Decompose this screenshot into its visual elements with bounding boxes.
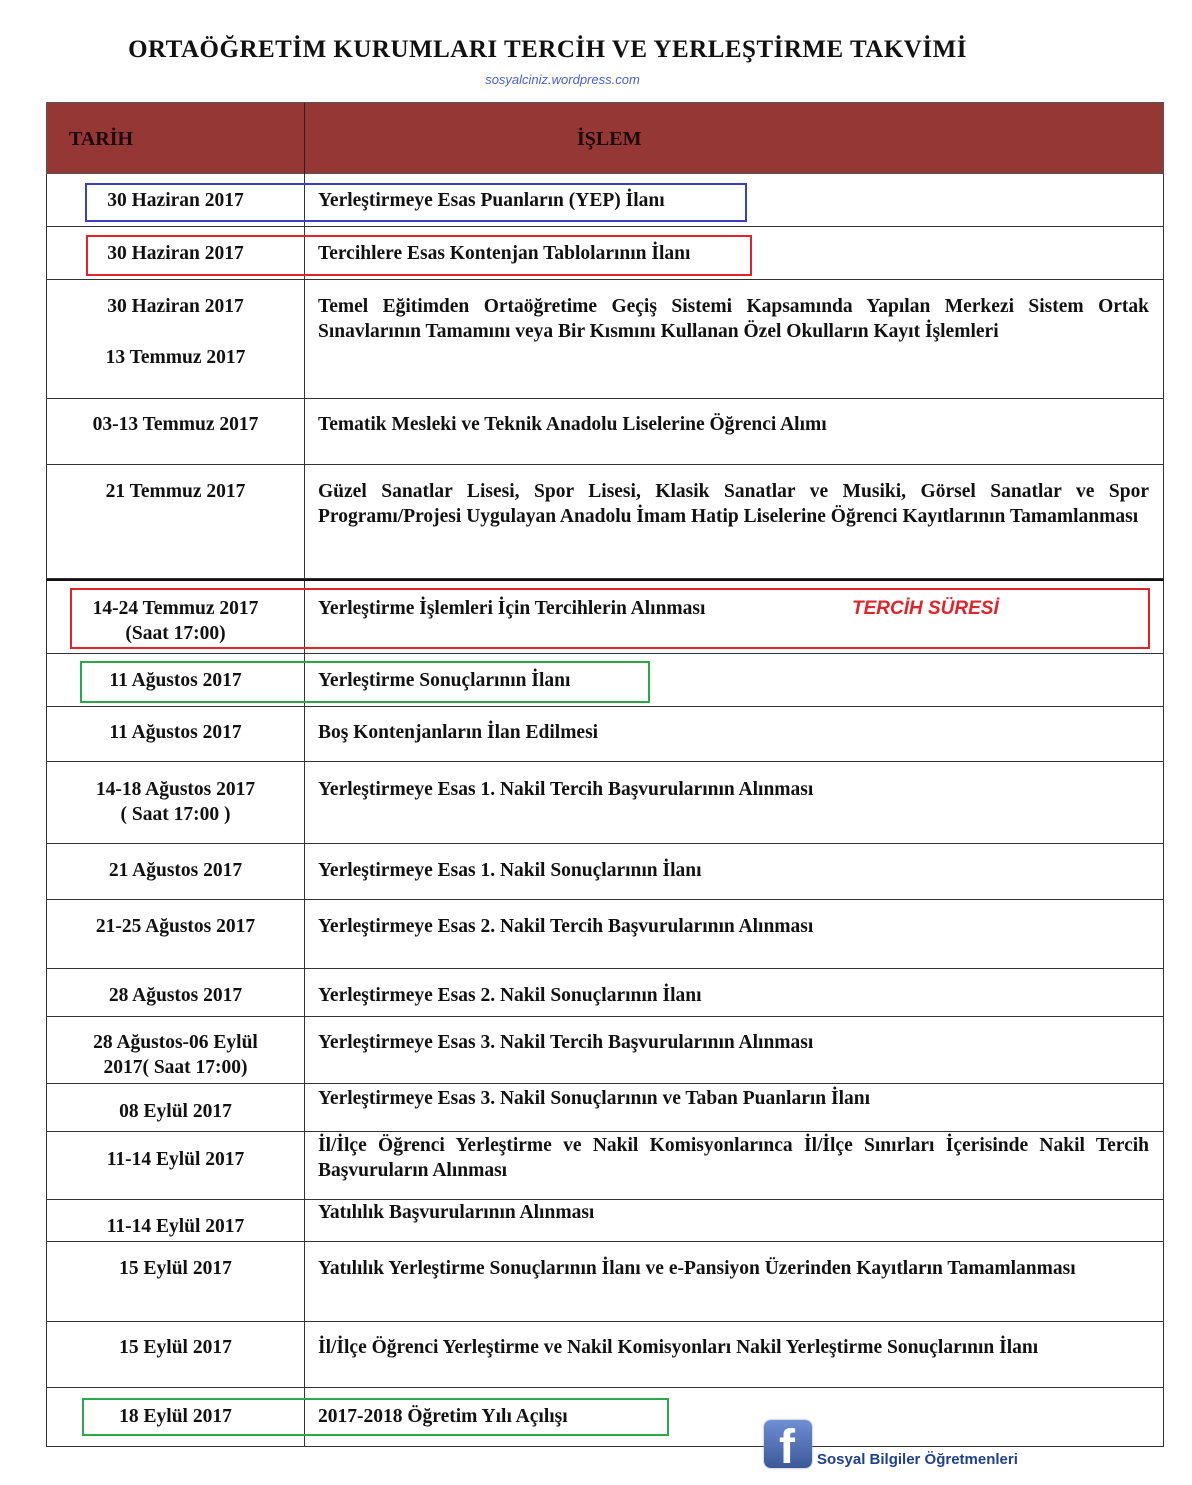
row-action: Tercihlere Esas Kontenjan Tablolarının İlanı <box>318 243 691 264</box>
row-date <box>47 1017 305 1083</box>
row-date-line: 13 Temmuz 2017 <box>105 347 246 368</box>
table-row <box>46 465 1164 579</box>
row-date-line: 03-13 Temmuz 2017 <box>92 414 259 435</box>
website-watermark: sosyalciniz.wordpress.com <box>485 72 640 87</box>
table-header <box>46 102 1164 174</box>
row-action: İl/İlçe Öğrenci Yerleştirme ve Nakil Komisyonları Nakil Yerleştirme Sonuçlarının İlanı <box>318 1337 1039 1358</box>
row-date-line: 11 Ağustos 2017 <box>109 722 242 743</box>
row-date-line: 21 Ağustos 2017 <box>108 860 243 881</box>
row-date <box>47 1388 305 1446</box>
row-date-line: 14-24 Temmuz 2017 <box>92 598 259 619</box>
row-date <box>47 844 305 899</box>
row-action: Yerleştirme İşlemleri İçin Tercihlerin Alınması <box>318 598 706 619</box>
row-date-line: 18 Eylül 2017 <box>119 1406 232 1427</box>
row-date <box>47 465 305 578</box>
table-row <box>46 1322 1164 1388</box>
row-date-line: 15 Eylül 2017 <box>119 1337 232 1358</box>
row-date-line: 11 Ağustos 2017 <box>109 670 242 691</box>
table-row <box>46 227 1164 280</box>
row-date <box>47 1242 305 1321</box>
row-date <box>47 762 305 843</box>
row-action: Boş Kontenjanların İlan Edilmesi <box>318 722 599 743</box>
header-date: TARİH <box>69 128 134 150</box>
row-date-line: 30 Haziran 2017 <box>107 190 244 211</box>
row-date-line: 14-18 Ağustos 2017 <box>95 779 256 800</box>
table-row <box>46 174 1164 227</box>
row-date <box>47 707 305 761</box>
row-date <box>47 1322 305 1387</box>
header-action: İŞLEM <box>577 128 642 150</box>
row-action: Temel Eğitimden Ortaöğretime Geçiş Sistemi Kapsamında Yapılan Merkezi Sistem Ortak Sınavlarının Tamamını veya Bir Kısmını Kullanan Özel Okulların Kayıt İşlemleri <box>318 296 1149 342</box>
table-row <box>46 969 1164 1017</box>
table-row <box>46 1388 1164 1447</box>
row-action: Yerleştirmeye Esas 3. Nakil Sonuçlarının ve Taban Puanların İlanı <box>318 1088 871 1109</box>
row-action: Güzel Sanatlar Lisesi, Spor Lisesi, Klasik Sanatlar ve Musiki, Görsel Sanatlar ve Spor Programı/Projesi Uygulayan Anadolu İmam Hatip Liselerine Öğrenci Kayıtlarının Tamamlanması <box>318 481 1149 527</box>
page-title: ORTAÖĞRETİM KURUMLARI TERCİH VE YERLEŞTİRME TAKVİMİ <box>128 36 967 63</box>
row-date <box>47 1084 305 1131</box>
row-date <box>47 227 305 279</box>
table-row <box>46 1084 1164 1132</box>
row-date <box>47 654 305 706</box>
row-date-line: 30 Haziran 2017 <box>107 243 244 264</box>
row-action: 2017-2018 Öğretim Yılı Açılışı <box>318 1406 568 1427</box>
row-date-line: ( Saat 17:00 ) <box>120 804 231 825</box>
row-action: Yatılılık Yerleştirme Sonuçlarının İlanı ve e-Pansiyon Üzerinden Kayıtların Tamamlanması <box>318 1258 1076 1279</box>
row-action: Yatılılık Başvurularının Alınması <box>318 1202 595 1223</box>
row-date-line: 08 Eylül 2017 <box>119 1101 232 1122</box>
row-action: Yerleştirme Sonuçlarının İlanı <box>318 670 571 691</box>
row-date-line: 28 Ağustos-06 Eylül <box>93 1032 258 1053</box>
row-date <box>47 1132 305 1199</box>
row-date-line: 21 Temmuz 2017 <box>105 481 246 502</box>
table-row <box>46 654 1164 707</box>
row-action: Yerleştirmeye Esas 2. Nakil Tercih Başvurularının Alınması <box>318 916 814 937</box>
row-date <box>47 581 305 653</box>
table-row <box>46 707 1164 762</box>
row-action: Yerleştirmeye Esas 2. Nakil Sonuçlarının İlanı <box>318 985 702 1006</box>
footer-label: Sosyal Bilgiler Öğretmenleri <box>817 1451 1018 1468</box>
table-row <box>46 1200 1164 1242</box>
row-date <box>47 280 305 398</box>
table-row <box>46 1017 1164 1084</box>
row-date-line: 11-14 Eylül 2017 <box>106 1149 245 1170</box>
row-date <box>47 969 305 1016</box>
table-row <box>46 280 1164 399</box>
row-action: Yerleştirmeye Esas 3. Nakil Tercih Başvurularının Alınması <box>318 1032 814 1053</box>
table-row <box>46 1242 1164 1322</box>
row-date <box>47 1200 305 1241</box>
row-date <box>47 174 305 226</box>
row-date-line: 11-14 Eylül 2017 <box>106 1216 245 1237</box>
row-date-line: 30 Haziran 2017 <box>107 296 244 317</box>
table-row <box>46 762 1164 844</box>
row-action: Yerleştirmeye Esas Puanların (YEP) İlanı <box>318 190 665 211</box>
row-date-line: (Saat 17:00) <box>125 623 226 644</box>
row-date-line: 2017( Saat 17:00) <box>103 1057 248 1078</box>
row-action: Tematik Mesleki ve Teknik Anadolu Liselerine Öğrenci Alımı <box>318 414 827 435</box>
table-row <box>46 900 1164 969</box>
row-date-line: 21-25 Ağustos 2017 <box>95 916 256 937</box>
facebook-icon: f <box>764 1420 812 1468</box>
row-action: Yerleştirmeye Esas 1. Nakil Tercih Başvurularının Alınması <box>318 779 814 800</box>
row-date-line: 15 Eylül 2017 <box>119 1258 232 1279</box>
table-row <box>46 399 1164 465</box>
row-date <box>47 900 305 968</box>
table-row <box>46 844 1164 900</box>
table-row <box>46 1132 1164 1200</box>
row-action: İl/İlçe Öğrenci Yerleştirme ve Nakil Komisyonlarınca İl/İlçe Sınırları İçerisinde Nakil Tercih Başvuruların Alınması <box>318 1135 1149 1181</box>
row-date <box>47 399 305 464</box>
row-date-line: 28 Ağustos 2017 <box>108 985 243 1006</box>
row-action: Yerleştirmeye Esas 1. Nakil Sonuçlarının İlanı <box>318 860 702 881</box>
tercih-suresi-annotation: TERCİH SÜRESİ <box>852 598 999 619</box>
